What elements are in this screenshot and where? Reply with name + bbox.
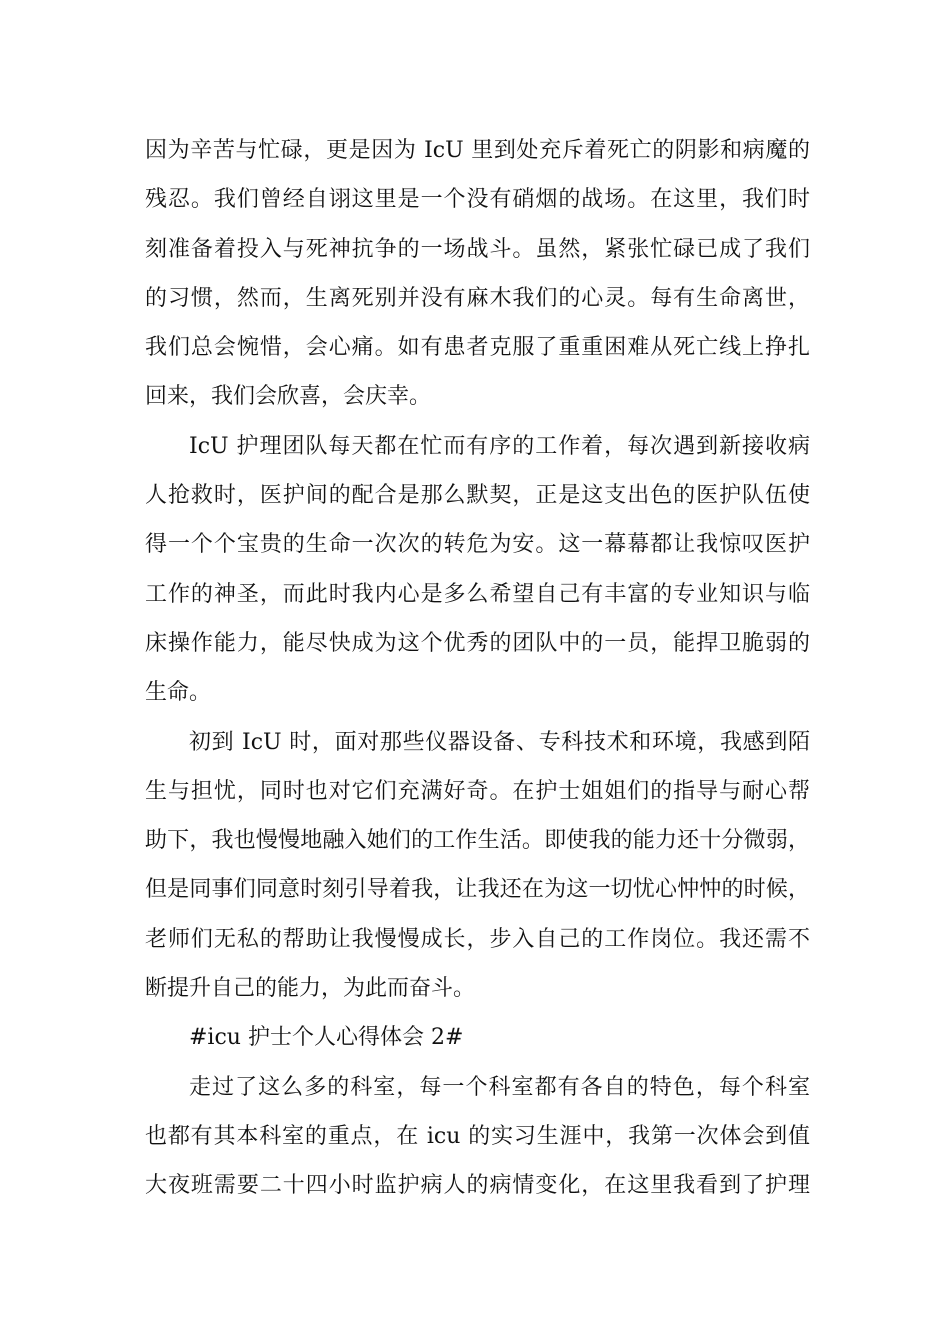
document-body: [145, 126, 810, 1211]
paragraph-first-line: 走过了这么多的科室，每一个科室都有各自的特色，每个科室: [189, 1074, 810, 1100]
text-line: 我们总会惋惜，会心痛。如有患者克服了重重困难从死亡线上挣扎: [145, 335, 810, 361]
text-line: 的习惯，然而，生离死别并没有麻木我们的心灵。每有生命离世，: [145, 285, 810, 311]
text-line: 大夜班需要二十四小时监护病人的病情变化，在这里我看到了护理: [145, 1173, 810, 1199]
text-line: 但是同事们同意时刻引导着我，让我还在为这一切忧心忡忡的时候，: [145, 877, 810, 903]
text-line: 因为辛苦与忙碌，更是因为 IcU 里到处充斥着死亡的阴影和病魔的: [145, 138, 810, 163]
text-line: 人抢救时，医护间的配合是那么默契，正是这支出色的医护队伍使: [145, 483, 810, 509]
text-line: 助下，我也慢慢地融入她们的工作生活。即使我的能力还十分微弱，: [145, 828, 810, 854]
text-line: 床操作能力，能尽快成为这个优秀的团队中的一员，能捍卫脆弱的: [145, 630, 810, 656]
text-line: 回来，我们会欣喜，会庆幸。: [145, 384, 432, 410]
text-line: 生命。: [145, 680, 212, 706]
text-line: 刻准备着投入与死神抗争的一场战斗。虽然，紧张忙碌已成了我们: [145, 236, 810, 262]
text-line: 断提升自己的能力，为此而奋斗。: [145, 976, 476, 1002]
text-line: 残忍。我们曾经自诩这里是一个没有硝烟的战场。在这里，我们时: [145, 187, 810, 213]
text-line: 也都有其本科室的重点，在 icu 的实习生涯中，我第一次体会到值: [145, 1123, 810, 1149]
paragraph-first-line: IcU 护理团队每天都在忙而有序的工作着，每次遇到新接收病: [189, 433, 810, 459]
section-heading: #icu 护士个人心得体会 2#: [189, 1025, 464, 1051]
text-line: 工作的神圣，而此时我内心是多么希望自己有丰富的专业知识与临: [145, 581, 810, 607]
text-line: 老师们无私的帮助让我慢慢成长，步入自己的工作岗位。我还需不: [145, 926, 810, 952]
paragraph-first-line: 初到 IcU 时，面对那些仪器设备、专科技术和环境，我感到陌: [189, 729, 810, 755]
text-line: 生与担忧，同时也对它们充满好奇。在护士姐姐们的指导与耐心帮: [145, 778, 810, 804]
text-line: 得一个个宝贵的生命一次次的转危为安。这一幕幕都让我惊叹医护: [145, 532, 810, 558]
